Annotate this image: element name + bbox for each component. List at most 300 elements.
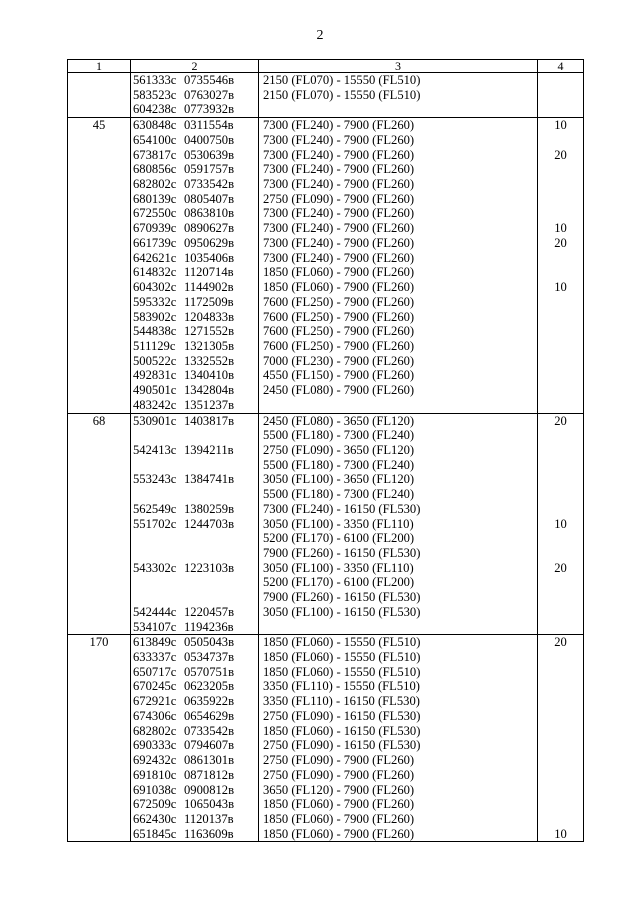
value-cell bbox=[538, 531, 584, 546]
value-cell bbox=[538, 679, 584, 694]
altitude-range-cell: 1850 (FL060) - 7900 (FL260) bbox=[259, 827, 538, 842]
group-id-cell bbox=[68, 724, 131, 739]
group-id-cell bbox=[68, 368, 131, 383]
table-row bbox=[68, 531, 584, 546]
table-row bbox=[68, 546, 584, 561]
coordinates-cell bbox=[131, 398, 259, 413]
altitude-range-cell: 7900 (FL260) - 16150 (FL530) bbox=[259, 590, 538, 605]
altitude-range-cell: 5500 (FL180) - 7300 (FL240) bbox=[259, 487, 538, 502]
latitude: 551702с bbox=[133, 516, 177, 531]
group-id-cell bbox=[68, 221, 131, 236]
group-id-cell bbox=[68, 162, 131, 177]
table-row bbox=[68, 650, 584, 665]
latitude: 672509с bbox=[133, 797, 177, 812]
longitude: 0733542в bbox=[184, 177, 235, 192]
latitude: 691038с bbox=[133, 782, 177, 797]
altitude-range-cell: 1850 (FL060) - 7900 (FL260) bbox=[259, 265, 538, 280]
altitude-range-cell: 5200 (FL170) - 6100 (FL200) bbox=[259, 575, 538, 590]
altitude-range-cell: 7900 (FL260) - 16150 (FL530) bbox=[259, 546, 538, 561]
column-header-2: 2 bbox=[131, 60, 259, 73]
longitude: 1403817в bbox=[184, 413, 235, 428]
longitude: 1351237в bbox=[184, 397, 235, 412]
altitude-range-cell: 3050 (FL100) - 16150 (FL530) bbox=[259, 605, 538, 620]
altitude-range-cell: 2750 (FL090) - 7900 (FL260) bbox=[259, 192, 538, 207]
value-cell bbox=[538, 738, 584, 753]
longitude: 0863810в bbox=[184, 206, 235, 221]
longitude: 0773932в bbox=[184, 102, 235, 117]
coordinates-cell bbox=[131, 413, 259, 428]
latitude: 672550с bbox=[133, 206, 177, 221]
altitude-range-cell: 3050 (FL100) - 3650 (FL120) bbox=[259, 472, 538, 487]
longitude: 1340410в bbox=[184, 368, 235, 383]
latitude: 483242с bbox=[133, 397, 177, 412]
value-cell bbox=[538, 650, 584, 665]
altitude-range-cell: 4550 (FL150) - 7900 (FL260) bbox=[259, 368, 538, 383]
coordinates-cell bbox=[131, 502, 259, 517]
group-id-cell bbox=[68, 339, 131, 354]
group-id-cell bbox=[68, 443, 131, 458]
latitude: 534107с bbox=[133, 619, 177, 634]
latitude: 673817с bbox=[133, 147, 177, 162]
altitude-range-cell bbox=[259, 102, 538, 117]
value-cell bbox=[538, 133, 584, 148]
table-row bbox=[68, 133, 584, 148]
longitude: 1120137в bbox=[184, 811, 234, 826]
value-cell bbox=[538, 206, 584, 221]
altitude-range-cell: 7300 (FL240) - 7900 (FL260) bbox=[259, 162, 538, 177]
longitude: 1244703в bbox=[184, 516, 235, 531]
altitude-range-cell: 2750 (FL090) - 7900 (FL260) bbox=[259, 753, 538, 768]
table-row bbox=[68, 295, 584, 310]
latitude: 642621с bbox=[133, 250, 177, 265]
value-cell bbox=[538, 428, 584, 443]
value-cell bbox=[538, 502, 584, 517]
group-id-cell bbox=[68, 679, 131, 694]
coordinates-cell bbox=[131, 339, 259, 354]
altitude-range-cell: 7300 (FL240) - 7900 (FL260) bbox=[259, 221, 538, 236]
value-cell bbox=[538, 354, 584, 369]
latitude: 511129с bbox=[133, 338, 176, 353]
coordinates-cell bbox=[131, 251, 259, 266]
longitude: 1220457в bbox=[184, 604, 235, 619]
longitude: 1394211в bbox=[184, 442, 234, 457]
latitude: 595332с bbox=[133, 294, 177, 309]
group-id-cell bbox=[68, 665, 131, 680]
group-id-cell bbox=[68, 102, 131, 117]
coordinates-cell bbox=[131, 827, 259, 842]
coordinates-cell bbox=[131, 383, 259, 398]
value-cell bbox=[538, 251, 584, 266]
table-row bbox=[68, 118, 584, 133]
coordinates-cell bbox=[131, 162, 259, 177]
group-id-cell bbox=[68, 472, 131, 487]
coordinates-cell bbox=[131, 236, 259, 251]
value-cell bbox=[538, 605, 584, 620]
airspace-table bbox=[67, 59, 584, 842]
value-cell bbox=[538, 265, 584, 280]
table-row bbox=[68, 236, 584, 251]
table-row bbox=[68, 812, 584, 827]
latitude: 691810с bbox=[133, 767, 177, 782]
table-body bbox=[68, 73, 584, 842]
latitude: 672921с bbox=[133, 694, 177, 709]
page-number: 2 bbox=[316, 28, 324, 43]
value-cell bbox=[538, 575, 584, 590]
coordinates-cell bbox=[131, 73, 259, 88]
table-row bbox=[68, 605, 584, 620]
table-row bbox=[68, 620, 584, 635]
latitude: 553243с bbox=[133, 472, 177, 487]
group-id-cell bbox=[68, 694, 131, 709]
longitude: 0530639в bbox=[184, 147, 235, 162]
longitude: 0735546в bbox=[184, 73, 235, 87]
coordinates-cell bbox=[131, 797, 259, 812]
value-cell bbox=[538, 487, 584, 502]
group-id-cell bbox=[68, 753, 131, 768]
group-id-cell bbox=[68, 398, 131, 413]
table-row bbox=[68, 413, 584, 428]
table-row bbox=[68, 73, 584, 88]
coordinates-cell bbox=[131, 443, 259, 458]
value-cell bbox=[538, 324, 584, 339]
coordinates-cell bbox=[131, 280, 259, 295]
latitude: 543302с bbox=[133, 560, 177, 575]
coordinates-cell bbox=[131, 546, 259, 561]
altitude-range-cell: 2750 (FL090) - 16150 (FL530) bbox=[259, 709, 538, 724]
longitude: 0861301в bbox=[184, 753, 235, 768]
value-cell bbox=[538, 472, 584, 487]
latitude: 583902с bbox=[133, 309, 177, 324]
longitude: 1380259в bbox=[184, 501, 235, 516]
longitude: 1120714в bbox=[184, 265, 234, 280]
table-row bbox=[68, 162, 584, 177]
latitude: 583523с bbox=[133, 87, 177, 102]
altitude-range-cell: 7600 (FL250) - 7900 (FL260) bbox=[259, 324, 538, 339]
table-row bbox=[68, 88, 584, 103]
value-cell: 10 bbox=[538, 118, 584, 133]
altitude-range-cell: 3050 (FL100) - 3350 (FL110) bbox=[259, 517, 538, 532]
group-id-cell: 170 bbox=[68, 635, 131, 650]
table-row bbox=[68, 590, 584, 605]
coordinates-cell bbox=[131, 368, 259, 383]
latitude: 490501с bbox=[133, 383, 177, 398]
group-id-cell bbox=[68, 502, 131, 517]
coordinates-cell bbox=[131, 709, 259, 724]
group-id-cell bbox=[68, 177, 131, 192]
coordinates-cell bbox=[131, 177, 259, 192]
value-cell bbox=[538, 620, 584, 635]
altitude-range-cell: 2750 (FL090) - 3650 (FL120) bbox=[259, 443, 538, 458]
group-id-cell bbox=[68, 73, 131, 88]
table-row bbox=[68, 709, 584, 724]
group-id-cell bbox=[68, 546, 131, 561]
coordinates-cell bbox=[131, 118, 259, 133]
longitude: 0311554в bbox=[184, 118, 234, 133]
group-id-cell bbox=[68, 827, 131, 842]
altitude-range-cell: 3350 (FL110) - 16150 (FL530) bbox=[259, 694, 538, 709]
value-cell bbox=[538, 368, 584, 383]
group-id-cell bbox=[68, 605, 131, 620]
group-id-cell bbox=[68, 768, 131, 783]
value-cell bbox=[538, 783, 584, 798]
group-id-cell bbox=[68, 575, 131, 590]
latitude: 680856с bbox=[133, 162, 177, 177]
group-id-cell bbox=[68, 812, 131, 827]
latitude: 542413с bbox=[133, 442, 177, 457]
altitude-range-cell bbox=[259, 620, 538, 635]
group-id-cell bbox=[68, 709, 131, 724]
group-id-cell bbox=[68, 88, 131, 103]
longitude: 0890627в bbox=[184, 221, 235, 236]
coordinates-cell bbox=[131, 620, 259, 635]
altitude-range-cell: 2450 (FL080) - 3650 (FL120) bbox=[259, 413, 538, 428]
longitude: 1342804в bbox=[184, 383, 235, 398]
table-row bbox=[68, 561, 584, 576]
column-header-4: 4 bbox=[538, 60, 584, 73]
coordinates-cell bbox=[131, 783, 259, 798]
coordinates-cell bbox=[131, 650, 259, 665]
latitude: 604302с bbox=[133, 280, 177, 295]
longitude: 1204833в bbox=[184, 309, 235, 324]
table-row bbox=[68, 354, 584, 369]
group-id-cell bbox=[68, 458, 131, 473]
group-id-cell bbox=[68, 428, 131, 443]
group-id-cell bbox=[68, 487, 131, 502]
coordinates-cell bbox=[131, 206, 259, 221]
latitude: 680139с bbox=[133, 191, 177, 206]
altitude-range-cell: 7600 (FL250) - 7900 (FL260) bbox=[259, 310, 538, 325]
altitude-range-cell: 2150 (FL070) - 15550 (FL510) bbox=[259, 73, 538, 88]
value-cell bbox=[538, 458, 584, 473]
latitude: 692432с bbox=[133, 753, 177, 768]
table-row bbox=[68, 206, 584, 221]
table-row bbox=[68, 339, 584, 354]
group-id-cell bbox=[68, 531, 131, 546]
latitude: 682802с bbox=[133, 177, 177, 192]
longitude: 0654629в bbox=[184, 708, 235, 723]
altitude-range-cell: 1850 (FL060) - 7900 (FL260) bbox=[259, 280, 538, 295]
table-row bbox=[68, 724, 584, 739]
altitude-range-cell: 5500 (FL180) - 7300 (FL240) bbox=[259, 428, 538, 443]
value-cell bbox=[538, 753, 584, 768]
table-row bbox=[68, 368, 584, 383]
group-id-cell bbox=[68, 192, 131, 207]
table-row bbox=[68, 265, 584, 280]
altitude-range-cell: 1850 (FL060) - 7900 (FL260) bbox=[259, 797, 538, 812]
coordinates-cell bbox=[131, 665, 259, 680]
group-id-cell bbox=[68, 517, 131, 532]
longitude: 1065043в bbox=[184, 797, 235, 812]
coordinates-cell bbox=[131, 472, 259, 487]
value-cell: 10 bbox=[538, 517, 584, 532]
value-cell bbox=[538, 339, 584, 354]
coordinates-cell bbox=[131, 753, 259, 768]
altitude-range-cell: 1850 (FL060) - 15550 (FL510) bbox=[259, 650, 538, 665]
table-row bbox=[68, 797, 584, 812]
coordinates-cell bbox=[131, 192, 259, 207]
group-id-cell bbox=[68, 797, 131, 812]
value-cell bbox=[538, 443, 584, 458]
group-id-cell bbox=[68, 295, 131, 310]
altitude-range-cell: 7300 (FL240) - 7900 (FL260) bbox=[259, 133, 538, 148]
altitude-range-cell: 2450 (FL080) - 7900 (FL260) bbox=[259, 383, 538, 398]
longitude: 0570751в bbox=[184, 664, 235, 679]
coordinates-cell bbox=[131, 354, 259, 369]
table-row bbox=[68, 221, 584, 236]
altitude-range-cell: 7600 (FL250) - 7900 (FL260) bbox=[259, 295, 538, 310]
value-cell bbox=[538, 724, 584, 739]
latitude: 630848с bbox=[133, 118, 177, 133]
altitude-range-cell: 2750 (FL090) - 7900 (FL260) bbox=[259, 768, 538, 783]
value-cell: 10 bbox=[538, 280, 584, 295]
latitude: 651845с bbox=[133, 826, 177, 841]
value-cell bbox=[538, 709, 584, 724]
value-cell bbox=[538, 768, 584, 783]
altitude-range-cell: 7300 (FL240) - 7900 (FL260) bbox=[259, 177, 538, 192]
table-row bbox=[68, 428, 584, 443]
latitude: 670245с bbox=[133, 679, 177, 694]
coordinates-cell bbox=[131, 679, 259, 694]
altitude-range-cell: 2750 (FL090) - 16150 (FL530) bbox=[259, 738, 538, 753]
coordinates-cell bbox=[131, 590, 259, 605]
longitude: 0871812в bbox=[184, 767, 235, 782]
altitude-range-cell: 3350 (FL110) - 15550 (FL510) bbox=[259, 679, 538, 694]
latitude: 613849с bbox=[133, 635, 177, 650]
table-row bbox=[68, 458, 584, 473]
group-id-cell: 45 bbox=[68, 118, 131, 133]
longitude: 0623205в bbox=[184, 679, 235, 694]
longitude: 1271552в bbox=[184, 324, 235, 339]
coordinates-cell bbox=[131, 531, 259, 546]
column-header-3: 3 bbox=[259, 60, 538, 73]
group-id-cell bbox=[68, 206, 131, 221]
group-id-cell bbox=[68, 148, 131, 163]
value-cell bbox=[538, 797, 584, 812]
group-id-cell bbox=[68, 738, 131, 753]
group-id-cell bbox=[68, 310, 131, 325]
altitude-range-cell: 1850 (FL060) - 15550 (FL510) bbox=[259, 635, 538, 650]
value-cell bbox=[538, 192, 584, 207]
value-cell bbox=[538, 383, 584, 398]
table-row bbox=[68, 517, 584, 532]
altitude-range-cell: 1850 (FL060) - 15550 (FL510) bbox=[259, 665, 538, 680]
table-row bbox=[68, 177, 584, 192]
longitude: 0950629в bbox=[184, 235, 235, 250]
table-row bbox=[68, 102, 584, 117]
coordinates-cell bbox=[131, 324, 259, 339]
table-row bbox=[68, 679, 584, 694]
latitude: 500522с bbox=[133, 353, 177, 368]
table-row bbox=[68, 694, 584, 709]
table-row bbox=[68, 575, 584, 590]
table-row bbox=[68, 472, 584, 487]
longitude: 1384741в bbox=[184, 472, 235, 487]
latitude: 682802с bbox=[133, 723, 177, 738]
altitude-range-cell: 7300 (FL240) - 7900 (FL260) bbox=[259, 251, 538, 266]
value-cell: 10 bbox=[538, 827, 584, 842]
table-row bbox=[68, 192, 584, 207]
table-row bbox=[68, 310, 584, 325]
coordinates-cell bbox=[131, 310, 259, 325]
longitude: 1332552в bbox=[184, 353, 235, 368]
altitude-range-cell: 7300 (FL240) - 7900 (FL260) bbox=[259, 236, 538, 251]
table-row bbox=[68, 280, 584, 295]
longitude: 1035406в bbox=[184, 250, 235, 265]
group-id-cell bbox=[68, 280, 131, 295]
latitude: 604238с bbox=[133, 102, 177, 117]
latitude: 690333с bbox=[133, 738, 177, 753]
table-row bbox=[68, 443, 584, 458]
group-id-cell bbox=[68, 251, 131, 266]
coordinates-cell bbox=[131, 221, 259, 236]
longitude: 1172509в bbox=[184, 294, 234, 309]
value-cell bbox=[538, 310, 584, 325]
altitude-range-cell: 7000 (FL230) - 7900 (FL260) bbox=[259, 354, 538, 369]
longitude: 0635922в bbox=[184, 694, 235, 709]
table-row bbox=[68, 502, 584, 517]
value-cell bbox=[538, 102, 584, 117]
latitude: 662430с bbox=[133, 811, 177, 826]
longitude: 0400750в bbox=[184, 132, 235, 147]
coordinates-cell bbox=[131, 428, 259, 443]
altitude-range-cell: 2150 (FL070) - 15550 (FL510) bbox=[259, 88, 538, 103]
group-id-cell bbox=[68, 354, 131, 369]
table-row bbox=[68, 398, 584, 413]
coordinates-cell bbox=[131, 724, 259, 739]
longitude: 1163609в bbox=[184, 826, 234, 841]
longitude: 1144902в bbox=[184, 280, 234, 295]
altitude-range-cell: 5200 (FL170) - 6100 (FL200) bbox=[259, 531, 538, 546]
latitude: 562549с bbox=[133, 501, 177, 516]
value-cell bbox=[538, 295, 584, 310]
altitude-range-cell: 5500 (FL180) - 7300 (FL240) bbox=[259, 458, 538, 473]
coordinates-cell bbox=[131, 635, 259, 650]
latitude: 544838с bbox=[133, 324, 177, 339]
value-cell: 20 bbox=[538, 561, 584, 576]
group-id-cell bbox=[68, 590, 131, 605]
coordinates-cell bbox=[131, 88, 259, 103]
value-cell bbox=[538, 398, 584, 413]
group-id-cell bbox=[68, 650, 131, 665]
table-row bbox=[68, 665, 584, 680]
value-cell bbox=[538, 88, 584, 103]
latitude: 561333с bbox=[133, 73, 177, 87]
longitude: 1321305в bbox=[184, 338, 235, 353]
table-row bbox=[68, 251, 584, 266]
table-row bbox=[68, 738, 584, 753]
group-id-cell bbox=[68, 265, 131, 280]
column-header-1: 1 bbox=[68, 60, 131, 73]
coordinates-cell bbox=[131, 133, 259, 148]
altitude-range-cell bbox=[259, 398, 538, 413]
coordinates-cell bbox=[131, 487, 259, 502]
value-cell bbox=[538, 812, 584, 827]
coordinates-cell bbox=[131, 575, 259, 590]
table-row bbox=[68, 768, 584, 783]
latitude: 542444с bbox=[133, 604, 177, 619]
latitude: 670939с bbox=[133, 221, 177, 236]
coordinates-cell bbox=[131, 148, 259, 163]
longitude: 0794607в bbox=[184, 738, 235, 753]
group-id-cell bbox=[68, 236, 131, 251]
longitude: 0805407в bbox=[184, 191, 235, 206]
altitude-range-cell: 7300 (FL240) - 7900 (FL260) bbox=[259, 206, 538, 221]
table-row bbox=[68, 635, 584, 650]
table-row bbox=[68, 827, 584, 842]
altitude-range-cell: 7300 (FL240) - 7900 (FL260) bbox=[259, 118, 538, 133]
group-id-cell bbox=[68, 620, 131, 635]
coordinates-cell bbox=[131, 738, 259, 753]
